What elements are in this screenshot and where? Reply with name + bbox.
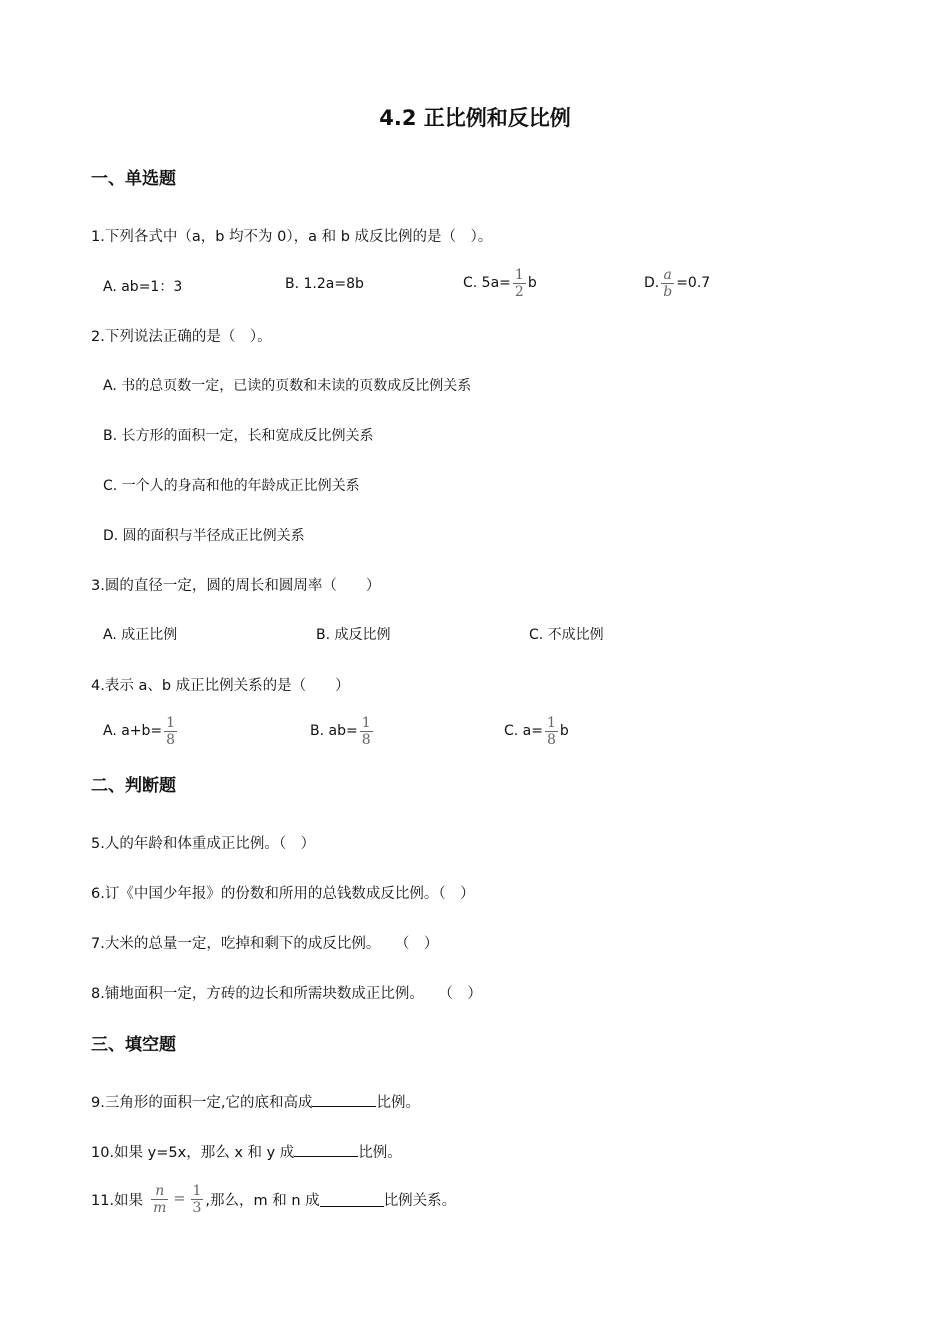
q1-option-d (644, 265, 710, 301)
question-3: 3.圆的直径一定，圆的周长和圆周率（ ） (91, 578, 381, 594)
question-7: 7.大米的总量一定，吃掉和剩下的成反比例。 （ ） (91, 936, 439, 952)
q11-prefix: 11.如果 (91, 1192, 144, 1209)
question-10 (91, 1141, 402, 1162)
fraction-numerator: 1 (547, 714, 556, 731)
fraction-numerator: 1 (514, 266, 524, 283)
q4-option-b-fraction (360, 716, 373, 747)
q3-option-a: A. 成正比例 (103, 627, 178, 643)
question-2: 2.下列说法正确的是（ ）。 (91, 329, 272, 345)
question-9 (91, 1091, 420, 1112)
q9-suffix: 比例。 (376, 1095, 420, 1111)
fraction-denominator: 2 (514, 283, 524, 300)
q2-option-b: B. 长方形的面积一定，长和宽成反比例关系 (103, 428, 374, 444)
q1-option-d-prefix: D. (644, 275, 660, 291)
q3-option-c: C. 不成比例 (529, 627, 604, 643)
q4-option-a-fraction (164, 716, 177, 747)
q1-option-d-fraction (661, 268, 674, 299)
fraction-denominator: 8 (166, 731, 176, 748)
question-8: 8.铺地面积一定，方砖的边长和所需块数成正比例。 （ ） (91, 986, 482, 1002)
answer-blank[interactable] (320, 1192, 384, 1207)
fraction-numerator: 1 (166, 714, 176, 731)
q4-option-a-prefix: A. a+b= (103, 723, 163, 739)
q1-option-c-fraction (513, 268, 526, 299)
fraction-numerator: a (663, 266, 672, 283)
q4-option-b-prefix: B. ab= (310, 723, 358, 739)
question-4: 4.表示 a、b 成正比例关系的是（ ） (91, 678, 350, 694)
fraction-denominator: 8 (361, 731, 371, 748)
q1-option-a: A. ab=1：3 (103, 279, 183, 295)
q4-option-c-suffix: b (559, 723, 569, 739)
q4-option-a (103, 713, 179, 749)
fraction-denominator: 3 (192, 1199, 202, 1216)
q11-middle-text: ,那么，m 和 n 成 (205, 1192, 320, 1209)
q2-option-d: D. 圆的面积与半径成正比例关系 (103, 528, 305, 544)
fraction-numerator: 1 (192, 1182, 202, 1199)
q4-option-c-fraction (545, 716, 558, 747)
q1-option-c-prefix: C. 5a= (463, 275, 511, 291)
q10-suffix: 比例。 (358, 1145, 402, 1161)
section-heading-single-choice: 一、单选题 (91, 169, 176, 189)
section-heading-fill-in: 三、填空题 (91, 1035, 176, 1055)
fraction-denominator: m (153, 1199, 167, 1216)
q9-prefix: 9.三角形的面积一定,它的底和高成 (91, 1095, 313, 1111)
fraction-denominator: 8 (547, 731, 556, 748)
q11-suffix: 比例关系。 (383, 1192, 457, 1209)
question-11 (91, 1180, 456, 1218)
equals-sign: = (173, 1191, 186, 1207)
question-1: 1.下列各式中（a，b 均不为 0），a 和 b 成反比例的是（ ）。 (91, 229, 493, 245)
q1-option-c (463, 265, 537, 301)
section-heading-true-false: 二、判断题 (91, 776, 176, 796)
q2-option-a: A. 书的总页数一定，已读的页数和未读的页数成反比例关系 (103, 378, 472, 394)
fraction-denominator: b (663, 283, 673, 300)
q2-option-c: C. 一个人的身高和他的年龄成正比例关系 (103, 478, 360, 494)
answer-blank[interactable] (312, 1092, 376, 1107)
q4-option-c (504, 713, 569, 749)
answer-blank[interactable] (294, 1142, 358, 1157)
q11-fraction-n-over-m (151, 1184, 168, 1215)
q10-prefix: 10.如果 y=5x，那么 x 和 y 成 (91, 1145, 295, 1161)
page-title: 4.2 正比例和反比例 (379, 106, 571, 130)
q11-fraction-one-third (191, 1184, 204, 1215)
question-6: 6.订《中国少年报》的份数和所用的总钱数成反比例。（ ） (91, 886, 475, 902)
q3-option-b: B. 成反比例 (316, 627, 391, 643)
question-5: 5.人的年龄和体重成正比例。（ ） (91, 836, 316, 852)
q1-option-c-suffix: b (527, 275, 537, 291)
fraction-numerator: 1 (361, 714, 371, 731)
q1-option-b: B. 1.2a=8b (285, 276, 364, 292)
q4-option-c-prefix: C. a= (504, 723, 543, 739)
fraction-numerator: n (155, 1182, 165, 1199)
q4-option-b (310, 713, 375, 749)
q1-option-d-suffix: =0.7 (676, 275, 711, 291)
